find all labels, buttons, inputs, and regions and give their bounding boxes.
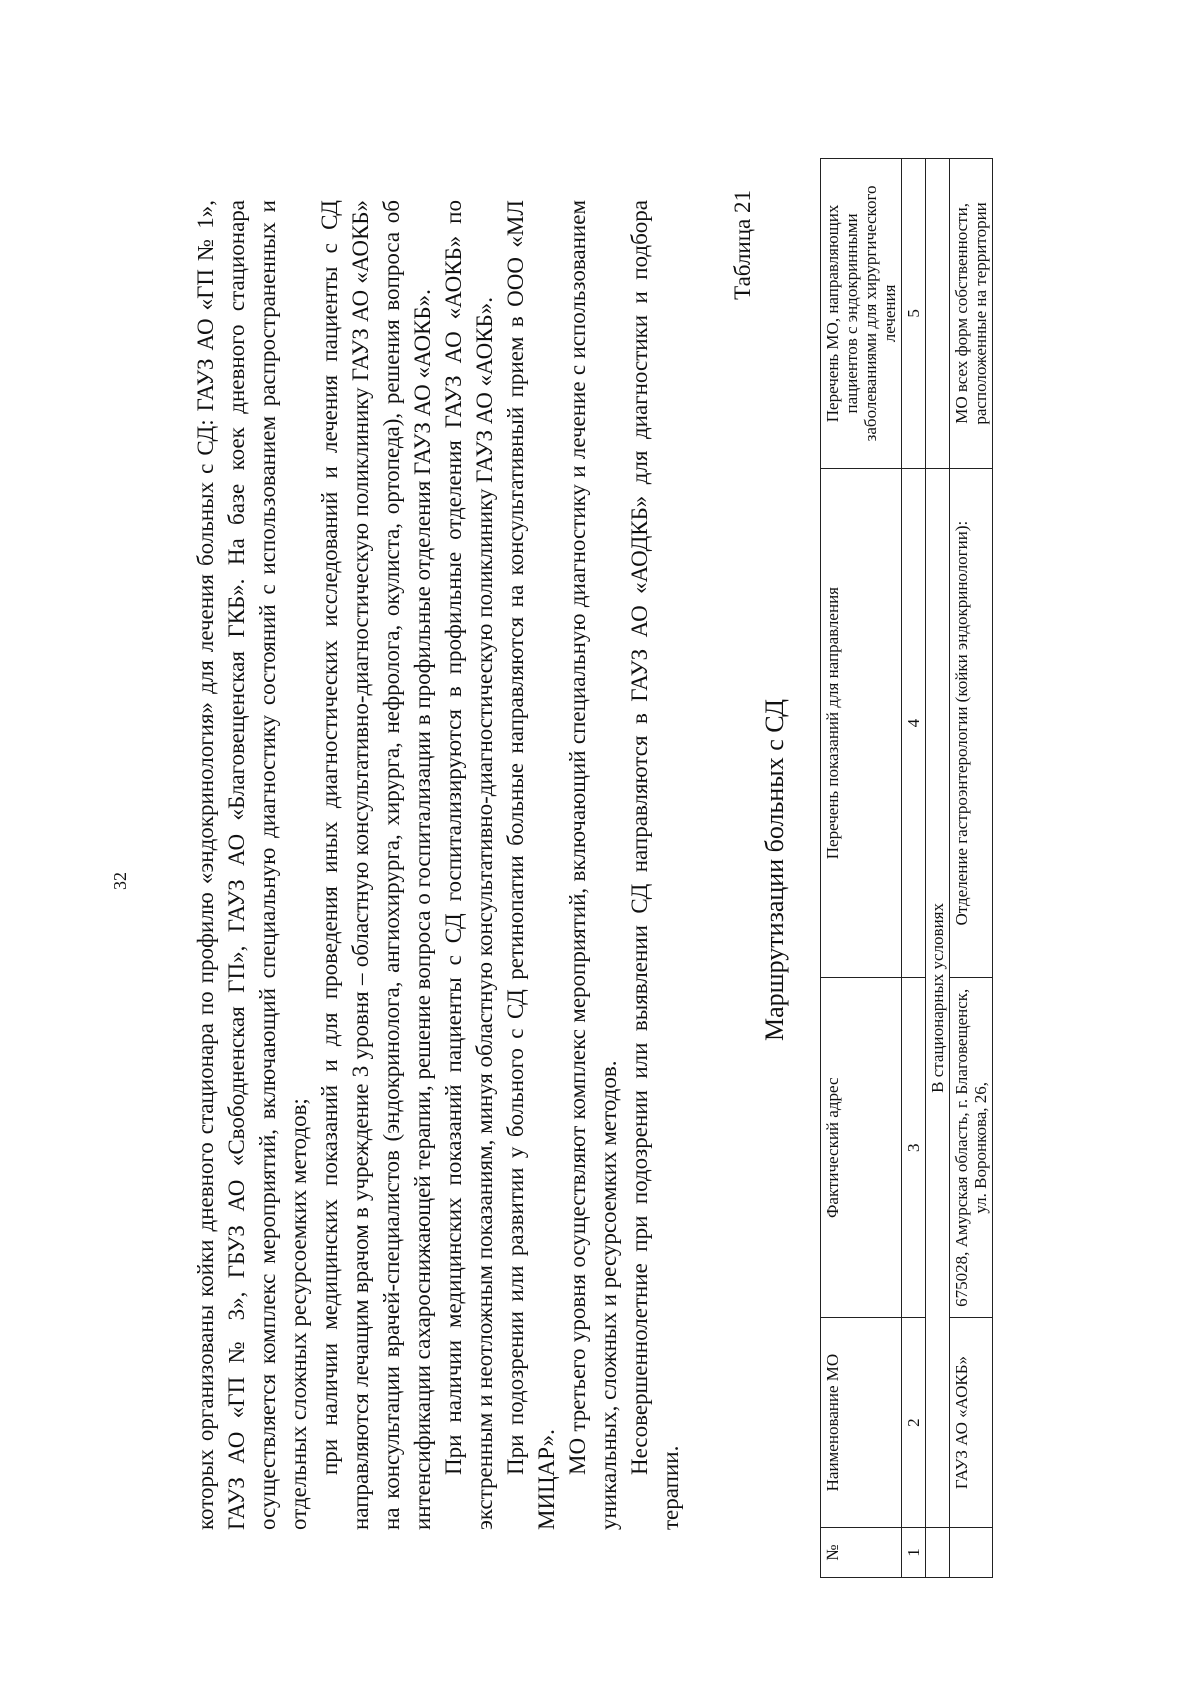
cell-indications: Отделение гастроэнтерологии (койки эндокринологии): xyxy=(950,468,993,978)
paragraph: которых организованы койки дневного стационара по профилю «эндокринология» для лечения больных с СД: ГАУЗ АО «ГП № 1», ГАУЗ АО «ГП № 3», ГБУЗ АО «Свободненская ГП», ГАУЗ АО «Благовещенская ГКБ». На базе коек дневного стационара осуществляется комплекс мероприятий, включающий специальную диагностику состояний с использованием распространенных и отдельных сложных ресурсоемких методов; xyxy=(193,200,311,1530)
cell-mo-name: ГАУЗ АО «АОКБ» xyxy=(950,1318,993,1528)
section-label: В стационарных условиях xyxy=(926,468,950,1527)
header-num: № xyxy=(821,1528,902,1578)
page-number: 32 xyxy=(110,872,130,890)
table-header-row xyxy=(821,159,902,1578)
cell-address: 675028, Амурская область, г. Благовещенск, ул. Воронкова, 26, xyxy=(950,978,993,1318)
cell-num xyxy=(950,1528,993,1578)
header-indications: Перечень показаний для направления xyxy=(821,468,902,978)
paragraph: При подозрении или развитии у больного с СД ретинопатии больные направляются на консультативный прием в ООО «МЛ МИЦАР». xyxy=(503,200,559,1530)
column-number: 2 xyxy=(902,1318,926,1528)
section-row xyxy=(926,159,950,1578)
table-row xyxy=(950,159,993,1578)
section-spacer xyxy=(926,159,950,469)
paragraph: МО третьего уровня осуществляют комплекс мероприятий, включающий специальную диагностику и лечение с использованием уникальных, сложных и ресурсоемких методов. xyxy=(565,200,621,1530)
header-mo-name: Наименование МО xyxy=(821,1318,902,1528)
header-address: Фактический адрес xyxy=(821,978,902,1318)
section-spacer xyxy=(926,1528,950,1578)
paragraph: Несовершеннолетние при подозрении или выявлении СД направляются в ГАУЗ АО «АОДКБ» для диагностики и подбора терапии. xyxy=(627,200,683,1530)
table-caption: Таблица 21 xyxy=(730,190,755,300)
body-text xyxy=(190,200,686,1530)
column-number: 3 xyxy=(902,978,926,1318)
column-number-row xyxy=(902,159,926,1578)
column-number: 5 xyxy=(902,159,926,469)
column-number: 4 xyxy=(902,468,926,978)
paragraph: при наличии медицинских показаний и для проведения иных диагностических исследований и лечения пациенты с СД направляются лечащим врачом в учреждение 3 уровня – областную консультативно-диагностическую поликлинику ГАУЗ АО «АОКБ» на консультации врачей-специалистов (эндокринолога, ангиохирурга, хирурга, нефролога, окулиста, ортопеда), решения вопроса об интенсификации сахароснижающей терапии, решение вопроса о госпитализации в профильные отделения ГАУЗ АО «АОКБ». xyxy=(317,200,435,1530)
header-referrers: Перечень МО, направляющих пациентов с эндокринными заболеваниями для хирургического лечения xyxy=(821,159,902,469)
routing-table xyxy=(820,158,993,1578)
rotated-page-content xyxy=(110,150,1090,1590)
column-number: 1 xyxy=(902,1528,926,1578)
paragraph: При наличии медицинских показаний пациенты с СД госпитализируются в профильные отделения ГАУЗ АО «АОКБ» по экстренным и неотложным показаниям, минуя областную консультативно-диагностическую поликлинику ГАУЗ АО «АОКБ». xyxy=(441,200,497,1530)
cell-referrers: МО всех форм собственности, расположенные на территории xyxy=(950,159,993,469)
table-title: Маршрутизации больных с СД xyxy=(760,698,789,1042)
